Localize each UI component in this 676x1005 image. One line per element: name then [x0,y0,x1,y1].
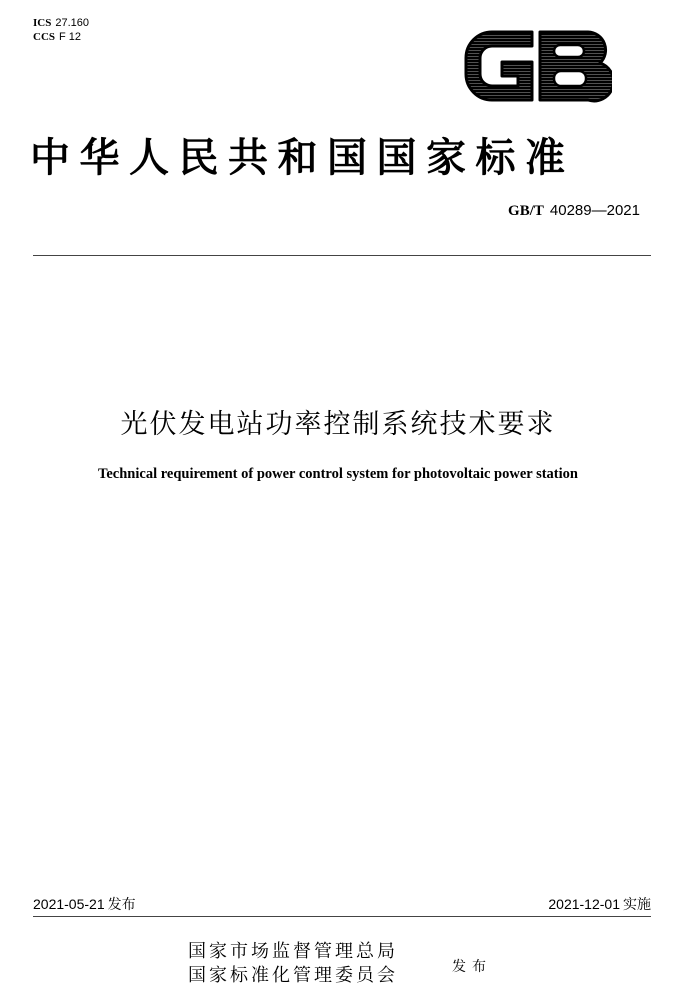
gb-logo-g-icon [466,32,532,100]
ccs-code [33,30,89,44]
issue-label: 发布 [452,959,492,975]
gb-logo-b-icon [540,32,612,101]
gb-logo-icon [462,28,612,104]
document-title-en: Technical requirement of power control system for photovoltaic power station [98,466,578,482]
standard-prefix: GB/T [508,203,544,219]
bottom-divider [33,916,651,917]
standard-number [508,201,640,220]
implement-date-label: 实施 [623,897,651,913]
publish-date-label: 发布 [107,897,136,913]
issuer-samr: 国家市场监督管理总局 [188,941,398,962]
publish-date [33,894,136,914]
issuing-authorities [188,940,398,988]
implement-date [548,894,651,914]
national-standard-title: 中华人民共和国国家标准 [30,134,575,181]
classification-codes [33,16,89,44]
ics-label: ICS [33,17,52,29]
issuer-sac: 国家标准化管理委员会 [188,965,398,986]
ics-code [33,16,89,30]
standard-code: 40289—2021 [549,202,640,219]
ics-value: 27.160 [55,17,89,29]
publish-date-value: 2021-05-21 [33,896,105,912]
implement-date-value: 2021-12-01 [548,896,620,912]
ccs-value: F 12 [59,31,82,43]
document-title-cn: 光伏发电站功率控制系统技术要求 [120,409,556,440]
ccs-label: CCS [33,31,56,43]
top-divider [33,255,651,256]
